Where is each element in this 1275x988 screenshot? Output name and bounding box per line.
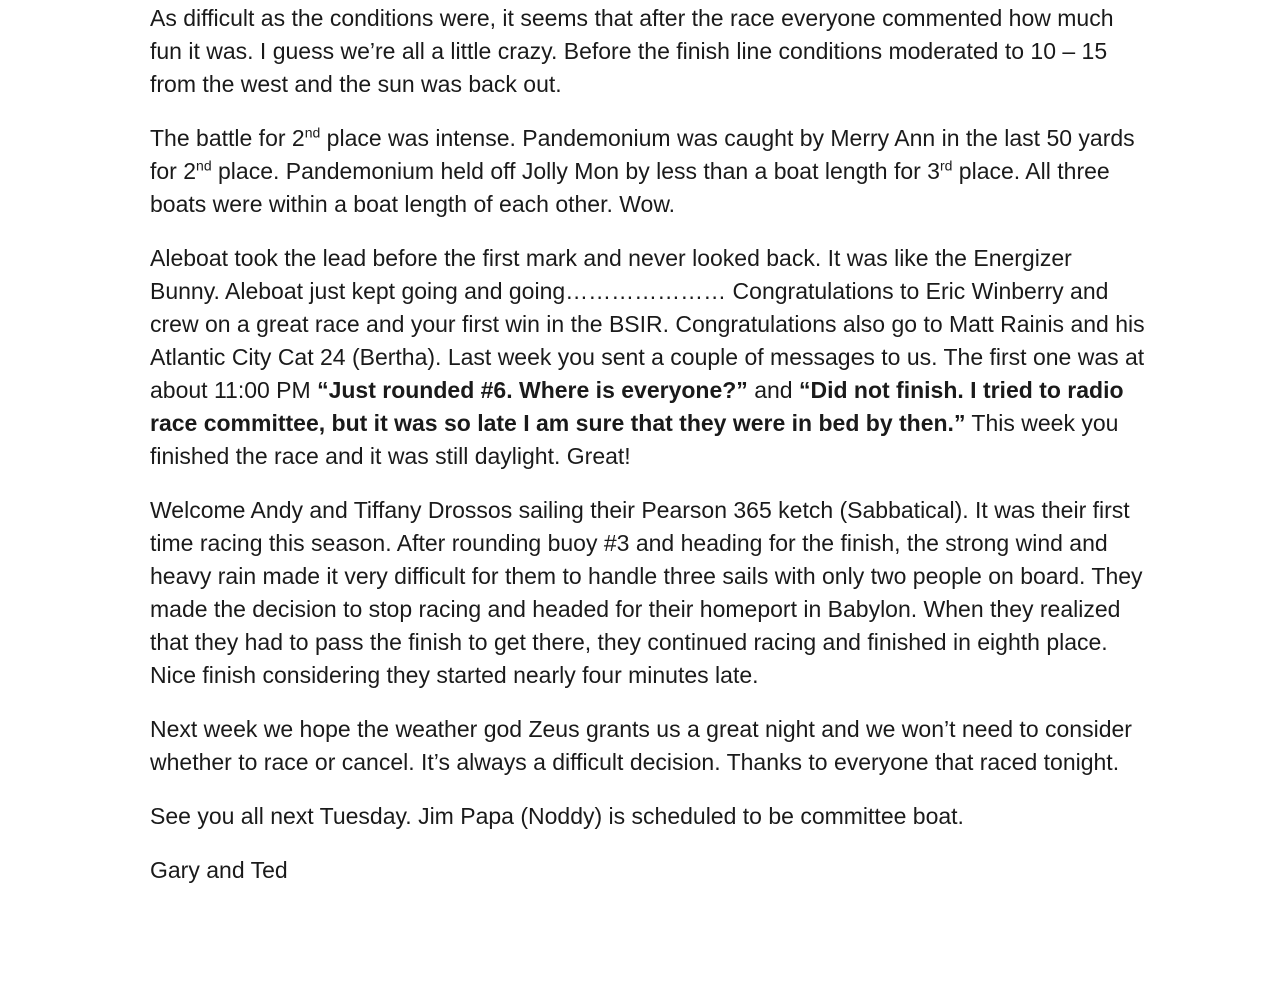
paragraph-welcome xyxy=(150,494,1145,692)
paragraph-text: Next week we hope the weather god Zeus grants us a great night and we won’t need to consider whether to race or cancel. It’s always a difficult decision. Thanks to everyone that raced tonight. xyxy=(150,716,1132,775)
text-segment: place. Pandemonium held off Jolly Mon by less than a boat length for 3 xyxy=(211,158,940,184)
paragraph-next-week xyxy=(150,713,1145,779)
ordinal-suffix: nd xyxy=(304,124,321,141)
quote-message-two: “Did not finish. I tried to radio race committee, but it was so late I am sure that they were in bed by then.” xyxy=(150,377,1124,436)
text-segment: The battle for 2 xyxy=(150,125,305,151)
signature xyxy=(150,854,1145,887)
paragraph-text: See you all next Tuesday. Jim Papa (Noddy) is scheduled to be committee boat. xyxy=(150,803,964,829)
paragraph-second-place-battle xyxy=(150,122,1145,221)
paragraph-aleboat xyxy=(150,242,1145,473)
paragraph-see-you xyxy=(150,800,1145,833)
document-page xyxy=(150,0,1145,908)
paragraph-conditions xyxy=(150,2,1145,101)
text-segment: place was intense. Pandemonium was caught by Merry Ann in the last 50 yards for 2 xyxy=(150,125,1135,184)
text-segment: place. All three boats were within a boat length of each other. Wow. xyxy=(150,158,1110,217)
text-segment: and xyxy=(747,377,799,403)
ordinal-suffix: nd xyxy=(196,157,212,174)
text-segment: This week you finished the race and it was still daylight. Great! xyxy=(150,410,1119,469)
quote-message-one: “Just rounded #6. Where is everyone?” xyxy=(317,377,748,403)
text-segment: Aleboat took the lead before the first mark and never looked back. It was like the Energizer Bunny. Aleboat just kept going and going………………… Congratulations to Eric Winberry and crew on a great race and your first win in the BSIR. Congratulations also go to Matt Rainis and his Atlantic City Cat 24 (Bertha). Last week you sent a couple of messages to us. The first one was at about 11:00 PM xyxy=(150,245,1145,403)
paragraph-text: Welcome Andy and Tiffany Drossos sailing their Pearson 365 ketch (Sabbatical). It was their first time racing this season. After rounding buoy #3 and heading for the finish, the strong wind and heavy rain made it very difficult for them to handle three sails with only two people on board. They made the decision to stop racing and headed for their homeport in Babylon. When they realized that they had to pass the finish to get there, they continued racing and finished in eighth place. Nice finish considering they started nearly four minutes late. xyxy=(150,497,1143,688)
signature-text: Gary and Ted xyxy=(150,857,288,883)
paragraph-text: As difficult as the conditions were, it seems that after the race everyone commented how much fun it was. I guess we’re all a little crazy. Before the finish line conditions moderated to 10 – 15 from the west and the sun was back out. xyxy=(150,5,1114,97)
ordinal-suffix: rd xyxy=(939,157,953,174)
